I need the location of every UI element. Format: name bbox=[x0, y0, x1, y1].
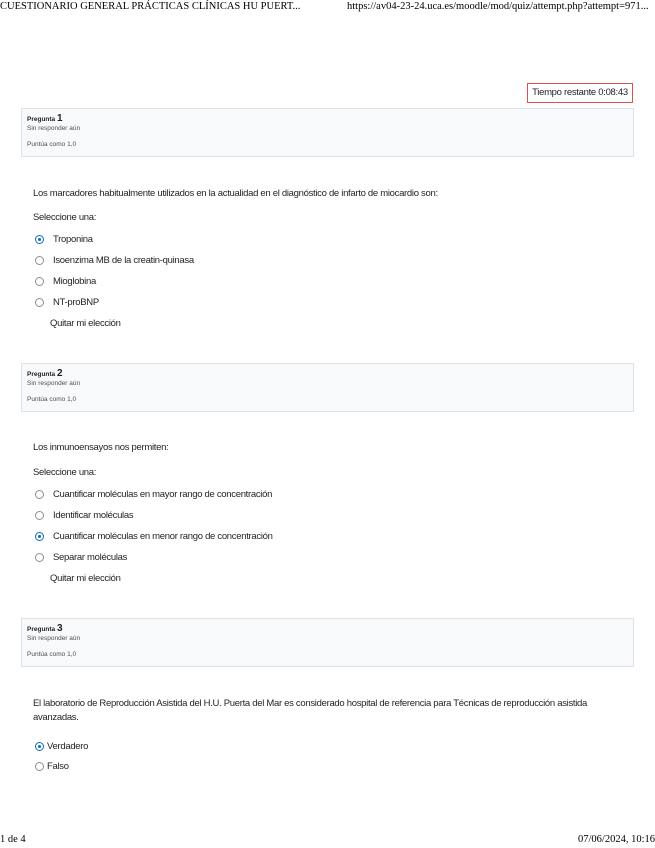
print-datetime: 07/06/2024, 10:16 bbox=[577, 834, 655, 845]
answer-label: Cuantificar moléculas en mayor rango de concentración bbox=[53, 489, 273, 500]
page-title: CUESTIONARIO GENERAL PRÁCTICAS CLÍNICAS HU PUERT... bbox=[0, 1, 301, 12]
question-number: Pregunta 3 bbox=[27, 623, 63, 634]
answer-label: Identificar moléculas bbox=[53, 510, 134, 521]
question-number: Pregunta 1 bbox=[27, 113, 63, 124]
question-info-3 bbox=[21, 618, 634, 667]
question-text bbox=[33, 697, 587, 725]
page-url: https://av04-23-24.uca.es/moodle/mod/quiz/attempt.php?attempt=971... bbox=[347, 1, 649, 12]
question-state: Sin responder aún bbox=[27, 125, 81, 132]
select-prompt: Seleccione una: bbox=[33, 467, 97, 478]
question-state: Sin responder aún bbox=[27, 380, 81, 387]
question-info-1 bbox=[21, 108, 634, 157]
answer-label: Separar moléculas bbox=[53, 552, 128, 563]
answer-label: Verdadero bbox=[47, 741, 89, 752]
radio-button[interactable] bbox=[35, 490, 44, 499]
question-info-2 bbox=[21, 363, 634, 412]
question-text-line: avanzadas. bbox=[33, 712, 79, 723]
radio-button[interactable] bbox=[35, 277, 44, 286]
print-footer bbox=[0, 834, 655, 848]
question-text-line: El laboratorio de Reproducción Asistida del H.U. Puerta del Mar es considerado hospital de referencia para Técnicas de reproducción asistida bbox=[33, 698, 588, 709]
print-header bbox=[0, 0, 655, 16]
question-grade: Puntúa como 1,0 bbox=[27, 141, 77, 148]
time-remaining: Tiempo restante 0:08:43 bbox=[527, 83, 633, 103]
radio-button[interactable] bbox=[35, 742, 44, 751]
question-number: Pregunta 2 bbox=[27, 368, 63, 379]
radio-button[interactable] bbox=[35, 511, 44, 520]
radio-button[interactable] bbox=[35, 553, 44, 562]
question-text: Los inmunoensayos nos permiten: bbox=[33, 442, 169, 453]
radio-button[interactable] bbox=[35, 256, 44, 265]
answer-label: Isoenzima MB de la creatin-quinasa bbox=[53, 255, 194, 266]
question-grade: Puntúa como 1,0 bbox=[27, 396, 77, 403]
radio-button[interactable] bbox=[35, 532, 44, 541]
question-text: Los marcadores habitualmente utilizados en la actualidad en el diagnóstico de infarto de miocardio son: bbox=[33, 188, 438, 199]
page-count: 1 de 4 bbox=[0, 834, 26, 845]
clear-choice-link[interactable]: Quitar mi elección bbox=[50, 573, 121, 584]
question-grade: Puntúa como 1,0 bbox=[27, 651, 77, 658]
radio-button[interactable] bbox=[35, 762, 44, 771]
radio-button[interactable] bbox=[35, 298, 44, 307]
select-prompt: Seleccione una: bbox=[33, 212, 97, 223]
answer-label: Mioglobina bbox=[53, 276, 96, 287]
answer-label: Cuantificar moléculas en menor rango de concentración bbox=[53, 531, 273, 542]
answer-label: NT-proBNP bbox=[53, 297, 99, 308]
question-state: Sin responder aún bbox=[27, 635, 81, 642]
answer-label: Falso bbox=[47, 761, 69, 772]
radio-button[interactable] bbox=[35, 235, 44, 244]
answer-label: Troponina bbox=[53, 234, 93, 245]
clear-choice-link[interactable]: Quitar mi elección bbox=[50, 318, 121, 329]
